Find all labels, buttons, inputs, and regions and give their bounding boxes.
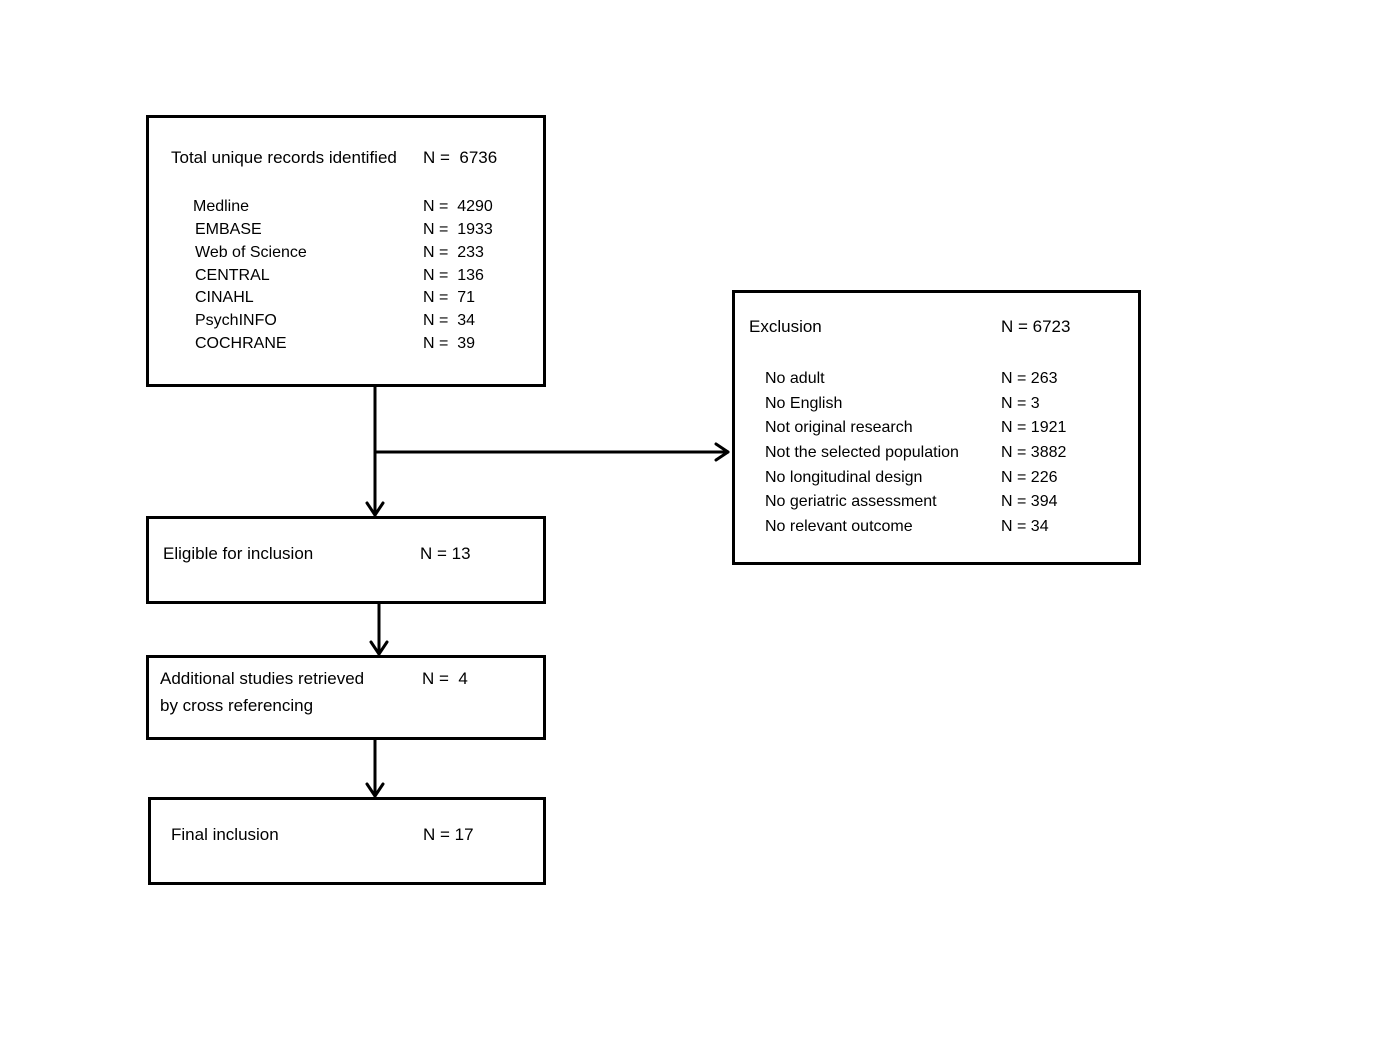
source-count: N = 34 [423,312,476,329]
exclusion-reason-label: No longitudinal design [765,469,923,486]
additional-count: N = 4 [422,669,468,688]
eligible-count: N = 13 [420,544,471,563]
exclusion-reason-count: N = 3 [1001,395,1040,412]
final-count: N = 17 [423,825,474,844]
additional-label-line1: Additional studies retrieved [160,669,365,688]
source-count: N = 39 [423,335,476,352]
exclusion-reason-count: N = 226 [1001,469,1058,486]
exclusion-reason-count: N = 34 [1001,518,1049,535]
exclusion-reason-count: N = 1921 [1001,419,1067,436]
source-label: Medline [193,198,250,215]
source-count: N = 4290 [423,198,493,215]
source-label: CENTRAL [195,267,270,284]
source-count: N = 136 [423,267,484,284]
final-label: Final inclusion [171,825,279,844]
source-count: N = 71 [423,289,476,306]
source-label: COCHRANE [195,335,287,352]
source-count: N = 1933 [423,221,493,238]
exclusion-reason-label: Not the selected population [765,444,959,461]
exclusion-total: N = 6723 [1001,317,1071,336]
source-label: Web of Science [195,244,307,261]
exclusion-title: Exclusion [749,317,822,336]
eligible-label: Eligible for inclusion [163,544,314,563]
source-label: EMBASE [195,221,262,238]
source-count: N = 233 [423,244,484,261]
exclusion-reason-label: No English [765,395,843,412]
records-total: N = 6736 [423,148,498,167]
exclusion-reason-label: No relevant outcome [765,518,913,535]
additional-label-line2: by cross referencing [160,696,314,715]
exclusion-reason-label: Not original research [765,419,913,436]
records-title: Total unique records identified [171,148,397,167]
exclusion-reason-count: N = 263 [1001,370,1058,387]
source-label: PsychINFO [195,312,277,329]
exclusion-reason-label: No geriatric assessment [765,493,937,510]
source-label: CINAHL [195,289,254,306]
exclusion-reason-label: No adult [765,370,825,387]
exclusion-reason-count: N = 394 [1001,493,1058,510]
exclusion-reason-count: N = 3882 [1001,444,1067,461]
